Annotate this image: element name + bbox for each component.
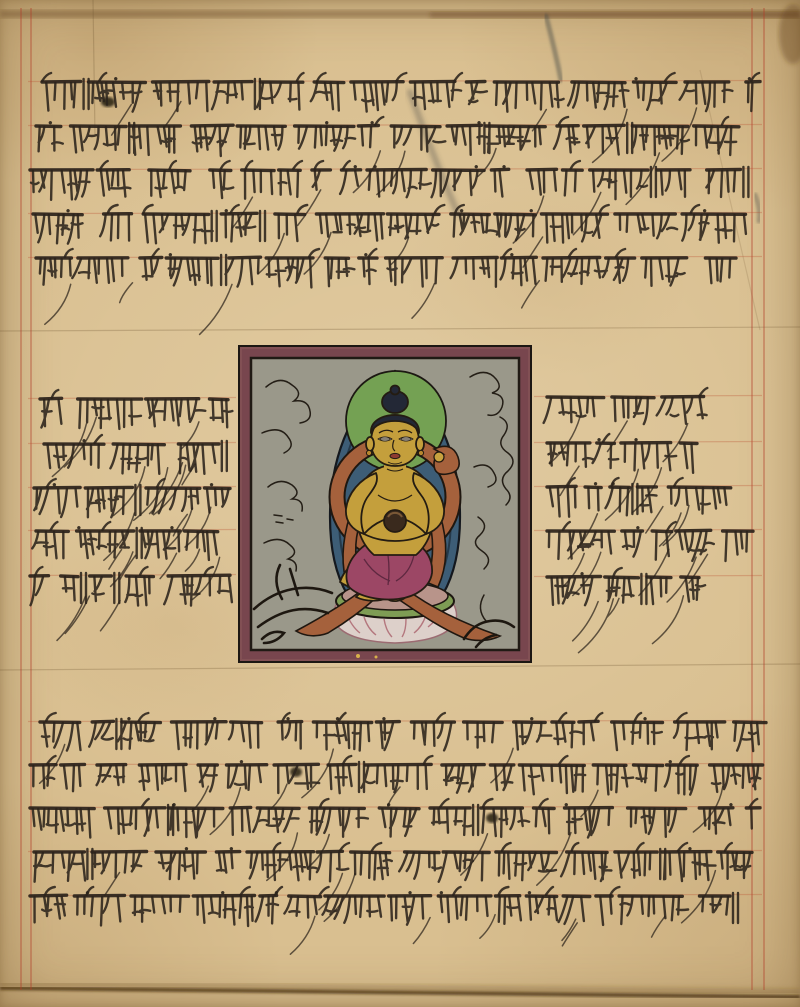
manuscript-text-line <box>547 393 705 429</box>
manuscript-text-line <box>36 122 748 158</box>
manuscript-text-line <box>30 804 760 840</box>
frame-paint-speck <box>356 654 360 658</box>
manuscript-text-line <box>42 78 760 114</box>
manuscript-text-line <box>40 718 766 754</box>
manuscript-text-line <box>547 527 753 563</box>
manuscript-text-line <box>34 848 752 884</box>
manuscript-text-line <box>36 527 230 563</box>
mouth <box>390 453 400 458</box>
right-ear <box>416 437 424 451</box>
left-ear <box>366 437 374 451</box>
manuscript-text-line <box>30 572 230 608</box>
manuscript-text-line <box>34 484 230 520</box>
manuscript-text-line <box>30 892 730 928</box>
miniature-painting <box>238 345 532 663</box>
manuscript-text-line <box>547 439 697 475</box>
manuscript-text-line <box>547 483 757 519</box>
right-earring <box>418 450 423 455</box>
topknot <box>391 386 400 395</box>
left-earring <box>366 450 371 455</box>
manuscript-text-line <box>36 254 736 290</box>
frame-paint-speck <box>375 656 378 659</box>
manuscript-text-line <box>30 166 754 202</box>
manuscript-text-line <box>30 761 766 797</box>
manuscript-text-line <box>40 395 228 431</box>
manuscript-text-line <box>33 210 749 246</box>
manuscript-text-line <box>547 573 699 609</box>
manuscript-text-line <box>44 440 224 476</box>
